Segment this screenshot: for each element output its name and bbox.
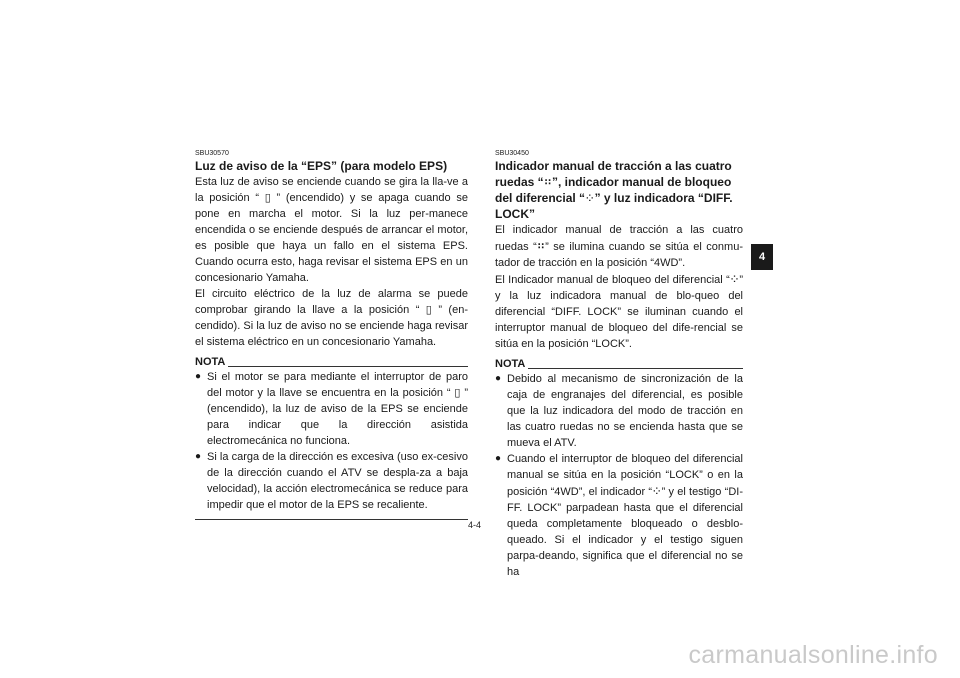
diff-lock-indicator-icon: ⁘ xyxy=(730,274,739,284)
nota-header xyxy=(195,353,468,369)
bullet-icon: ● xyxy=(495,453,502,464)
bullet-icon: ● xyxy=(195,371,202,382)
nota-rule xyxy=(528,368,743,369)
four-wd-indicator-icon: ∷ xyxy=(544,177,551,187)
list-item: ● Cuando el interruptor de bloqueo del diferencial manual se sitúa en la posición “LOCK” o en la posición “4WD”, el indicador “⁘” y el testigo “DI-FF. LOCK” parpadean hasta que el diferencial queda completamente bloqueado o desblo-queado. Si el indicador y el testigo siguen parpa-deando, significa que el diferencial no se ha xyxy=(495,453,743,578)
nota-header xyxy=(495,355,743,371)
section-heading: Luz de aviso de la “EPS” (para modelo EPS) xyxy=(195,159,448,173)
paragraph: El circuito eléctrico de la luz de alarma se puede comprobar girando la llave a la posición “ ▯ ” (en-cendido). Si la luz de aviso no se enciende haga revisar el sistema eléctrico en un concesionario Yamaha. xyxy=(195,288,468,348)
list-item xyxy=(495,371,743,451)
diff-lock-indicator-icon: ⁘ xyxy=(653,486,661,496)
section-heading: Indicador manual de tracción a las cuatro ruedas “∷”, indicador manual de bloqueo del diferencial “⁘” y luz indicadora “DIFF. LOCK” xyxy=(495,159,733,221)
list-item xyxy=(195,369,468,449)
list-item-text: Debido al mecanismo de sincronización de la caja de engranajes del diferencial, es posible que la luz indicadora del modo de tracción en las cuatro ruedas no se encienda hasta que se mueva el ATV. xyxy=(507,373,743,449)
paragraph: El indicador manual de tracción a las cuatro ruedas “∷” se ilumina cuando se sitúa el conmu-tador de tracción en la posición “4WD”. xyxy=(495,224,743,269)
left-column xyxy=(195,150,468,520)
list-item xyxy=(195,449,468,513)
list-item-text: Si la carga de la dirección es excesiva (uso ex-cesivo de la dirección cuando el ATV se despla-za a baja velocidad), la acción electromecánica se reduce para impedir que el motor de la EPS se recaliente. xyxy=(207,451,468,511)
paragraph: Esta luz de aviso se enciende cuando se gira la lla-ve a la posición “ ▯ ” (encendido) y se apaga cuando se pone en marcha el motor. Si la luz per-manece encendida o se enciende después de arrancar el motor, es posible que haya un fallo en el sistema EPS. Cuando ocurra esto, haga revisar el sistema EPS en un concesionario Yamaha. xyxy=(195,176,468,284)
nota-label: NOTA xyxy=(195,356,226,368)
list-item-text: Si el motor se para mediante el interruptor de paro del motor y la llave se encuentra en la posición “ ▯ ” (encendido), la luz de aviso de la EPS se enciende para indicar que la dirección asistida electromecánica no funciona. xyxy=(207,371,468,447)
bullet-icon: ● xyxy=(495,373,502,384)
diff-lock-indicator-icon: ⁘ xyxy=(586,193,594,203)
nota-label: NOTA xyxy=(495,358,526,370)
watermark: carmanualsonline.info xyxy=(688,641,938,669)
paragraph: El Indicador manual de bloqueo del diferencial “⁘” y la luz indicadora manual de blo-queo del diferencial “DIFF. LOCK” se iluminan cuando el interruptor manual de bloqueo del dife-rencial se sitúa en la posición “LOCK”. xyxy=(495,271,743,352)
chapter-tab: 4 xyxy=(751,244,773,270)
section-code: SBU30570 xyxy=(195,150,229,157)
right-column xyxy=(495,150,743,580)
nota-rule xyxy=(228,366,468,367)
section-code: SBU30450 xyxy=(495,150,529,157)
nota-end-rule xyxy=(195,519,468,520)
bullet-icon: ● xyxy=(195,451,202,462)
four-wd-indicator-icon: ∷ xyxy=(537,241,545,251)
page-number: 4-4 xyxy=(468,520,482,530)
